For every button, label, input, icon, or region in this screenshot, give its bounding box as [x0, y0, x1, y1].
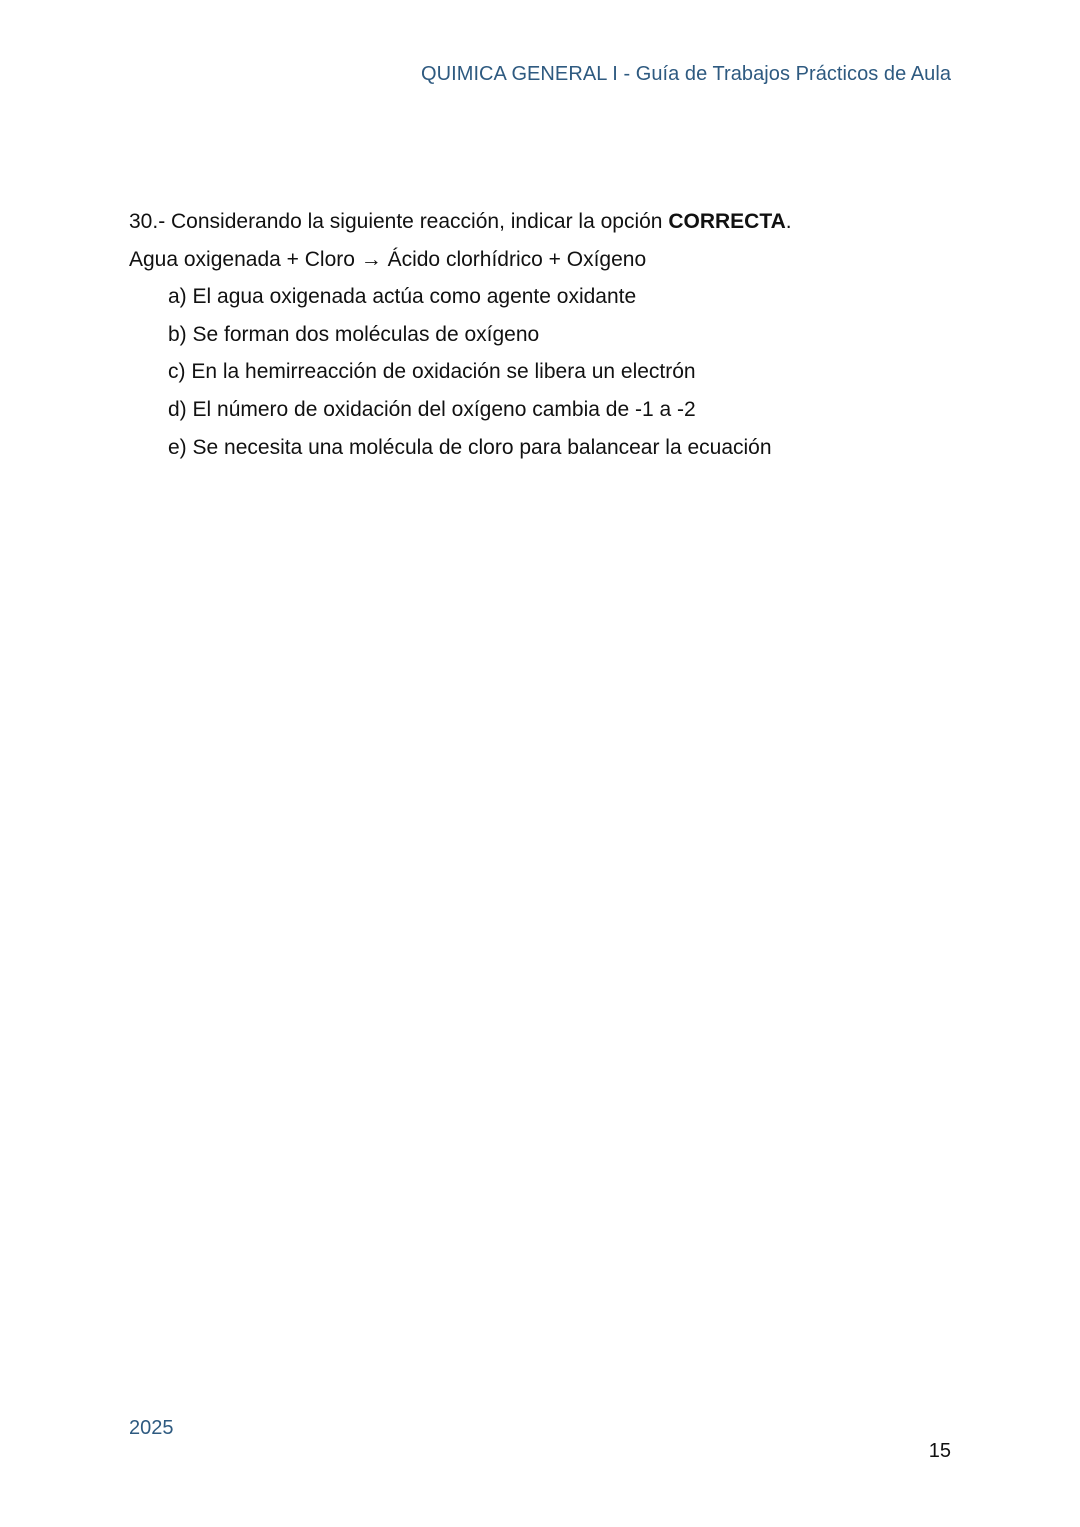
answer-option-e: e) Se necesita una molécula de cloro para balancear la ecuación: [168, 435, 772, 459]
document-header-title: QUIMICA GENERAL I - Guía de Trabajos Prácticos de Aula: [421, 63, 951, 85]
answer-option-b: b) Se forman dos moléculas de oxígeno: [168, 322, 540, 346]
question-block: [129, 203, 959, 466]
page-number: 15: [928, 1440, 951, 1462]
question-prompt: [129, 203, 959, 241]
answer-option-c: c) En la hemirreacción de oxidación se libera un electrón: [168, 360, 696, 384]
answer-option-a: a) El agua oxigenada actúa como agente oxidante: [168, 285, 637, 309]
reaction-equation: Agua oxigenada + Cloro → Ácido clorhídrico + Oxígeno: [129, 247, 647, 271]
footer-year: 2025: [129, 1417, 174, 1439]
answer-options-list: [129, 278, 959, 466]
question-prompt-text: 30.- Considerando la siguiente reacción, indicar la opción: [129, 210, 669, 233]
question-prompt-suffix: .: [785, 210, 792, 233]
question-prompt-emphasis: CORRECTA: [668, 210, 786, 233]
answer-option-d: d) El número de oxidación del oxígeno cambia de -1 a -2: [168, 397, 696, 421]
